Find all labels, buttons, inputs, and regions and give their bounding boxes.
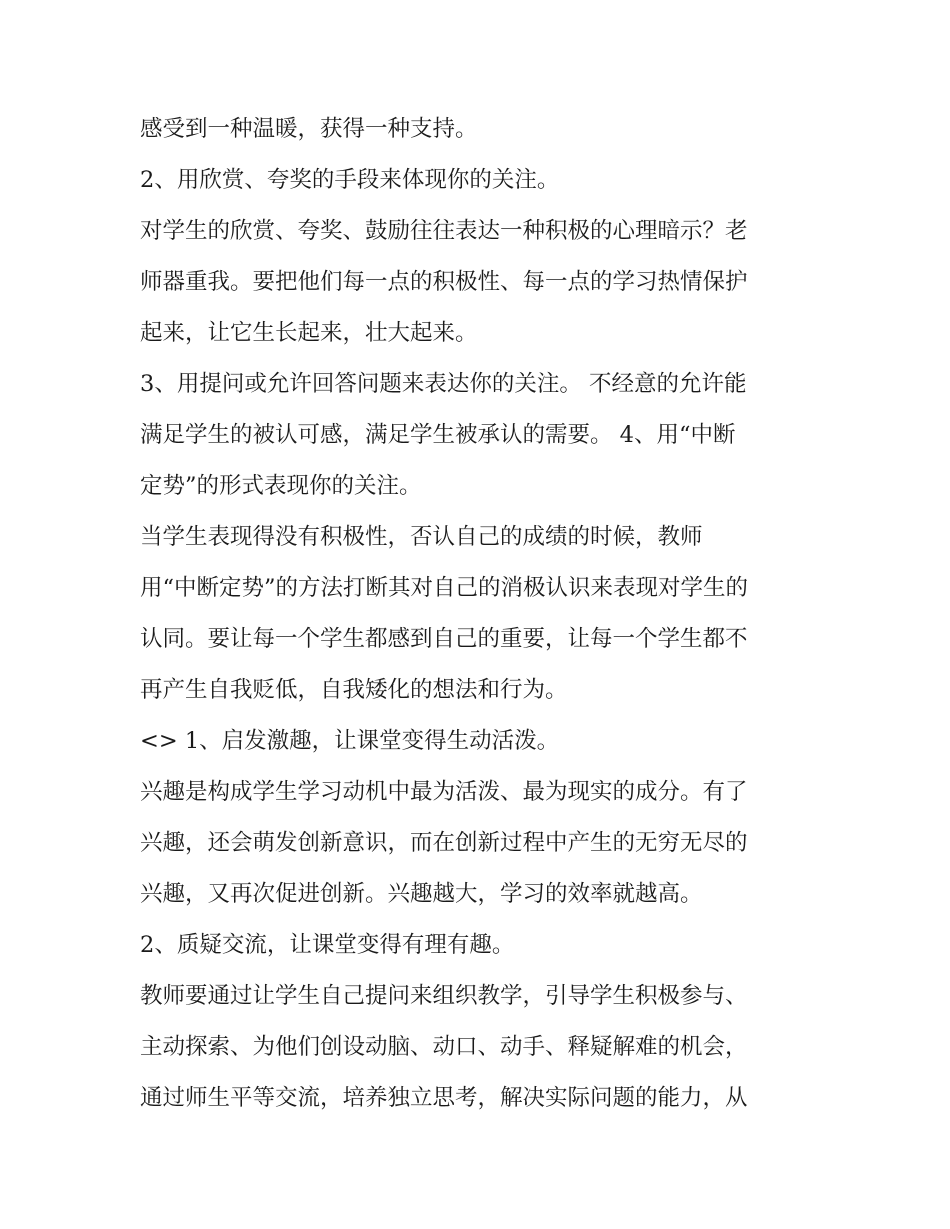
text-line: 用“中断定势”的方法打断其对自己的消极认识来表现对学生的	[140, 575, 749, 601]
text-line: 通过师生平等交流，培养独立思考，解决实际问题的能力，从	[140, 1085, 748, 1111]
text-line: 当学生表现得没有积极性，否认自己的成绩的时候，教师	[140, 524, 703, 550]
text-line: 2、质疑交流，让课堂变得有理有趣。	[140, 932, 515, 958]
text-line: 再产生自我贬低，自我矮化的想法和行为。	[140, 677, 568, 703]
text-line: 兴趣，又再次促进创新。兴趣越大，学习的效率就越高。	[140, 881, 703, 907]
text-line: 主动探索、为他们创设动脑、动口、动手、释疑解难的机会，	[140, 1034, 748, 1060]
text-line: 兴趣是构成学生学习动机中最为活泼、最为现实的成分。有了	[140, 779, 748, 805]
text-line: 认同。要让每一个学生都感到自己的重要，让每一个学生都不	[140, 626, 748, 652]
document-body	[140, 104, 820, 1124]
text-line: <> 1、启发激趣，让课堂变得生动活泼。	[140, 728, 560, 754]
text-line: 定势”的形式表现你的关注。	[140, 473, 422, 499]
text-line: 3、用提问或允许回答问题来表达你的关注。 不经意的允许能	[140, 371, 747, 397]
text-line: 满足学生的被认可感，满足学生被承认的需要。 4、用“中断	[140, 422, 736, 448]
text-line: 教师要通过让学生自己提问来组织教学，引导学生积极参与、	[140, 983, 748, 1009]
text-line: 2、用欣赏、夸奖的手段来体现你的关注。	[140, 167, 560, 193]
text-line: 感受到一种温暖，获得一种支持。	[140, 116, 478, 142]
text-line: 对学生的欣赏、夸奖、鼓励往往表达一种积极的心理暗示？老	[140, 218, 748, 244]
text-line: 师器重我。要把他们每一点的积极性、每一点的学习热情保护	[140, 269, 748, 295]
text-line: 兴趣，还会萌发创新意识，而在创新过程中产生的无穷无尽的	[140, 830, 748, 856]
text-line: 起来，让它生长起来，壮大起来。	[140, 320, 478, 346]
